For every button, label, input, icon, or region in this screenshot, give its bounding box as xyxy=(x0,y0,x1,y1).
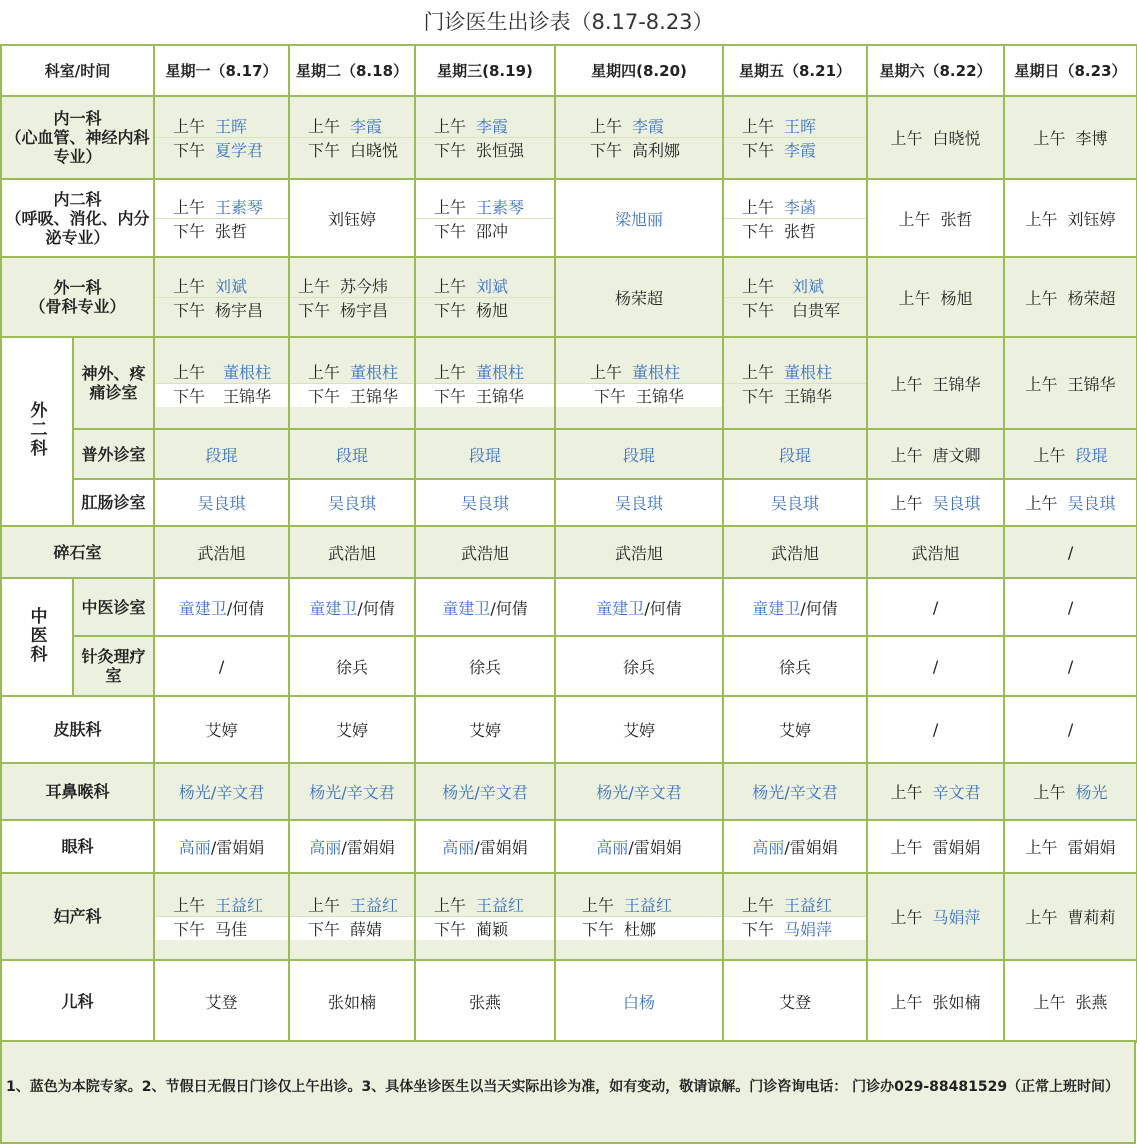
table-row xyxy=(1,257,1137,337)
cell: 童建卫/何倩 xyxy=(289,578,415,636)
table-row xyxy=(1,337,1137,429)
cell: 上午 吴良琪 xyxy=(1004,479,1137,526)
cell: 武浩旭 xyxy=(867,526,1004,578)
cell: 童建卫/何倩 xyxy=(555,578,723,636)
cell: 上午 苏今炜 下午 杨宇昌 xyxy=(289,257,415,337)
cell: 上午 王素琴 下午 邵冲 xyxy=(415,179,555,257)
cell: 上午 董根柱 下午 王锦华 xyxy=(289,337,415,429)
dept-wai2: 外二科 xyxy=(1,337,73,526)
cell: 童建卫/何倩 xyxy=(415,578,555,636)
cell: 艾婷 xyxy=(415,696,555,763)
cell: 武浩旭 xyxy=(555,526,723,578)
footer-text: 1、蓝色为本院专家。2、节假日无假日门诊仅上午出诊。3、具体坐诊医生以当天实际出诊为准，如有变动，敬请谅解。门诊咨询电话： 门诊办029-88481529（正常上班时间） xyxy=(6,1079,1120,1095)
cell: 吴良琪 xyxy=(289,479,415,526)
cell: 梁旭丽 xyxy=(555,179,723,257)
cell: 杨荣超 xyxy=(555,257,723,337)
cell: 上午 李菡 下午 张哲 xyxy=(723,179,867,257)
cell: 艾婷 xyxy=(289,696,415,763)
table-row xyxy=(1,696,1137,763)
cell: 上午 刘斌 下午 白贵军 xyxy=(723,257,867,337)
cell: 武浩旭 xyxy=(154,526,289,578)
cell: 上午 马娟萍 xyxy=(867,873,1004,960)
dept-er: 儿科 xyxy=(1,960,154,1042)
cell: 上午 李博 xyxy=(1004,96,1137,179)
cell: 上午 雷娟娟 xyxy=(867,820,1004,873)
subdept-gangchang: 肛肠诊室 xyxy=(73,479,154,526)
header-sun: 星期日（8.23） xyxy=(1004,45,1137,96)
cell: 上午 王锦华 xyxy=(1004,337,1137,429)
cell: 上午 王晖 下午 夏学君 xyxy=(154,96,289,179)
cell: 段琨 xyxy=(154,429,289,479)
table-row xyxy=(1,873,1137,960)
cell: 高丽/雷娟娟 xyxy=(289,820,415,873)
table-row xyxy=(1,96,1137,179)
cell: 上午 王晖 下午 李霞 xyxy=(723,96,867,179)
table-row xyxy=(1,960,1137,1042)
cell: 上午 杨旭 xyxy=(867,257,1004,337)
dept-wai1: 外一科 （骨科专业） xyxy=(1,257,154,337)
cell: 武浩旭 xyxy=(289,526,415,578)
cell: 上午 董根柱 下午 王锦华 xyxy=(555,337,723,429)
cell: 武浩旭 xyxy=(723,526,867,578)
table-row xyxy=(1,763,1137,820)
schedule-table xyxy=(0,44,1137,1043)
cell: 杨光/辛文君 xyxy=(154,763,289,820)
subdept-zhenjiu: 针灸理疗室 xyxy=(73,636,154,696)
cell: 上午 张燕 xyxy=(1004,960,1137,1042)
cell: 上午 杨光 xyxy=(1004,763,1137,820)
cell: / xyxy=(867,578,1004,636)
cell: 高丽/雷娟娟 xyxy=(555,820,723,873)
cell: 徐兵 xyxy=(723,636,867,696)
cell: 上午 张如楠 xyxy=(867,960,1004,1042)
cell: 段琨 xyxy=(555,429,723,479)
cell: 艾登 xyxy=(154,960,289,1042)
cell: 上午 杨荣超 xyxy=(1004,257,1137,337)
cell: 吴良琪 xyxy=(723,479,867,526)
header-wed: 星期三(8.19) xyxy=(415,45,555,96)
cell: 杨光/辛文君 xyxy=(289,763,415,820)
cell: 童建卫/何倩 xyxy=(723,578,867,636)
cell: / xyxy=(1004,526,1137,578)
header-fri: 星期五（8.21） xyxy=(723,45,867,96)
header-thu: 星期四(8.20) xyxy=(555,45,723,96)
cell: 杨光/辛文君 xyxy=(723,763,867,820)
header-mon: 星期一（8.17） xyxy=(154,45,289,96)
cell: 吴良琪 xyxy=(154,479,289,526)
subdept-zhongyizs: 中医诊室 xyxy=(73,578,154,636)
table-row xyxy=(1,526,1137,578)
dept-suishi: 碎石室 xyxy=(1,526,154,578)
cell: 艾登 xyxy=(723,960,867,1042)
cell: / xyxy=(1004,636,1137,696)
header-tue: 星期二（8.18） xyxy=(289,45,415,96)
cell: 吴良琪 xyxy=(555,479,723,526)
table-row xyxy=(1,179,1137,257)
cell: 段琨 xyxy=(723,429,867,479)
table-row xyxy=(1,636,1137,696)
cell: 上午 刘斌 下午 杨宇昌 xyxy=(154,257,289,337)
cell: / xyxy=(1004,696,1137,763)
cell: 段琨 xyxy=(289,429,415,479)
cell: 上午 王益红 下午 马娟萍 xyxy=(723,873,867,960)
header-row xyxy=(1,45,1137,96)
cell: 高丽/雷娟娟 xyxy=(154,820,289,873)
cell: 吴良琪 xyxy=(415,479,555,526)
cell: 上午 吴良琪 xyxy=(867,479,1004,526)
cell: 武浩旭 xyxy=(415,526,555,578)
cell: 艾婷 xyxy=(555,696,723,763)
cell: 高丽/雷娟娟 xyxy=(415,820,555,873)
dept-nei2: 内二科 （呼吸、消化、内分泌专业） xyxy=(1,179,154,257)
table-row xyxy=(1,820,1137,873)
subdept-puwai: 普外诊室 xyxy=(73,429,154,479)
cell: 徐兵 xyxy=(289,636,415,696)
cell: 上午 董根柱 下午 王锦华 xyxy=(723,337,867,429)
cell: 上午 王素琴 下午 张哲 xyxy=(154,179,289,257)
cell: / xyxy=(867,636,1004,696)
cell: 白杨 xyxy=(555,960,723,1042)
cell: 上午 段琨 xyxy=(1004,429,1137,479)
cell: 徐兵 xyxy=(555,636,723,696)
cell: 上午 李霞 下午 高利娜 xyxy=(555,96,723,179)
cell: 高丽/雷娟娟 xyxy=(723,820,867,873)
cell: 上午 王益红 下午 杜娜 xyxy=(555,873,723,960)
dept-zhongyi: 中医科 xyxy=(1,578,73,696)
cell: 杨光/辛文君 xyxy=(555,763,723,820)
cell: / xyxy=(1004,578,1137,636)
cell: 上午 董根柱 下午 王锦华 xyxy=(154,337,289,429)
footer-note xyxy=(0,1040,1136,1144)
dept-nei1: 内一科 （心血管、神经内科专业） xyxy=(1,96,154,179)
cell: 童建卫/何倩 xyxy=(154,578,289,636)
cell: 上午 张哲 xyxy=(867,179,1004,257)
header-dept: 科室/时间 xyxy=(1,45,154,96)
cell: 上午 白晓悦 xyxy=(867,96,1004,179)
cell: 上午 曹莉莉 xyxy=(1004,873,1137,960)
table-row xyxy=(1,429,1137,479)
cell: 上午 王益红 下午 薛婧 xyxy=(289,873,415,960)
cell: 艾婷 xyxy=(723,696,867,763)
cell: / xyxy=(867,696,1004,763)
cell: 艾婷 xyxy=(154,696,289,763)
table-row xyxy=(1,578,1137,636)
dept-pifu: 皮肤科 xyxy=(1,696,154,763)
page-title: 门诊医生出诊表（8.17-8.23） xyxy=(423,10,714,34)
cell: 张如楠 xyxy=(289,960,415,1042)
header-sat: 星期六（8.22） xyxy=(867,45,1004,96)
cell: 上午 王锦华 xyxy=(867,337,1004,429)
cell: 上午 辛文君 xyxy=(867,763,1004,820)
table-row xyxy=(1,479,1137,526)
cell: 上午 刘钰婷 xyxy=(1004,179,1137,257)
cell: 上午 董根柱 下午 王锦华 xyxy=(415,337,555,429)
cell: 徐兵 xyxy=(415,636,555,696)
cell: 上午 唐文卿 xyxy=(867,429,1004,479)
cell: 上午 李霞 下午 白晓悦 xyxy=(289,96,415,179)
cell: 杨光/辛文君 xyxy=(415,763,555,820)
dept-erbi: 耳鼻喉科 xyxy=(1,763,154,820)
subdept-shenwai: 神外、疼痛诊室 xyxy=(73,337,154,429)
cell: 上午 王益红 下午 蔺颖 xyxy=(415,873,555,960)
cell: / xyxy=(154,636,289,696)
dept-yan: 眼科 xyxy=(1,820,154,873)
cell: 段琨 xyxy=(415,429,555,479)
cell: 张燕 xyxy=(415,960,555,1042)
cell: 刘钰婷 xyxy=(289,179,415,257)
cell: 上午 李霞 下午 张恒强 xyxy=(415,96,555,179)
cell: 上午 刘斌 下午 杨旭 xyxy=(415,257,555,337)
dept-fuchan: 妇产科 xyxy=(1,873,154,960)
cell: 上午 王益红 下午 马佳 xyxy=(154,873,289,960)
cell: 上午 雷娟娟 xyxy=(1004,820,1137,873)
